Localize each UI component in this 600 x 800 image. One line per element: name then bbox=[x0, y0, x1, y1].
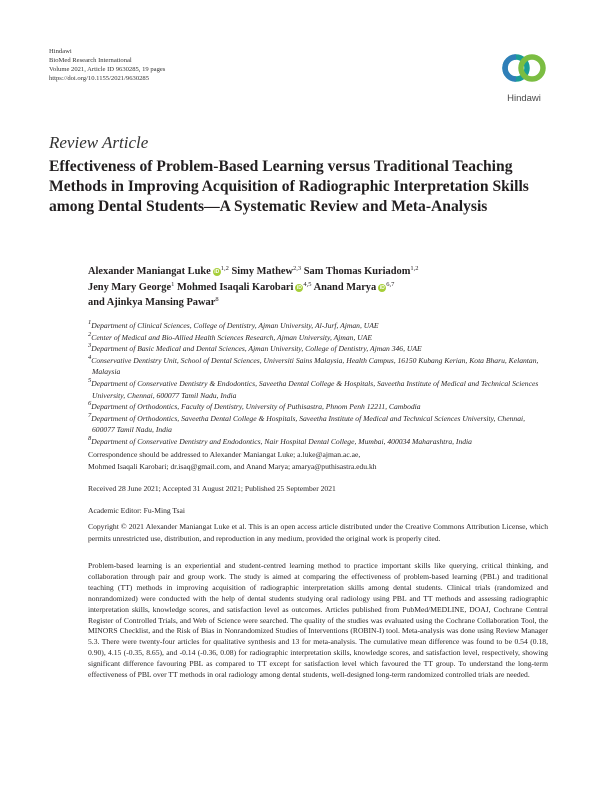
academic-editor: Academic Editor: Fu-Ming Tsai bbox=[88, 506, 185, 515]
author-affiliation-ref: 4,5 bbox=[303, 280, 312, 288]
affiliation-number: 3 bbox=[88, 342, 92, 350]
author-affiliation-ref: 1,2 bbox=[410, 265, 419, 272]
correspondence-line: Correspondence should be addressed to Alexander Maniangat Luke; a.luke@ajman.ac.ae, bbox=[88, 450, 361, 459]
journal-name: BioMed Research International bbox=[49, 57, 132, 64]
orcid-icon[interactable]: iD bbox=[214, 269, 220, 275]
author-name[interactable]: Jeny Mary George bbox=[88, 281, 172, 293]
affiliation-number: 5 bbox=[88, 376, 92, 384]
author-name[interactable]: Sam Thomas Kuriadom bbox=[303, 266, 411, 277]
affiliation-item bbox=[88, 413, 548, 436]
affiliation-number: 7 bbox=[88, 411, 92, 419]
volume-line: Volume 2021, Article ID 9630285, 19 pages bbox=[49, 66, 166, 73]
author-name[interactable]: Ajinkya Mansing Pawar bbox=[106, 297, 216, 308]
correspondence bbox=[88, 449, 548, 472]
hindawi-logo-icon bbox=[494, 47, 554, 93]
affiliation-number: 4 bbox=[88, 353, 92, 361]
author-list bbox=[88, 264, 508, 311]
doi-link[interactable]: https://doi.org/10.1155/2021/9630285 bbox=[49, 75, 150, 82]
author-affiliation-ref: 8 bbox=[215, 296, 219, 303]
journal-meta bbox=[49, 47, 165, 83]
author-affiliation-ref: 1,2 bbox=[220, 265, 229, 272]
author-name[interactable]: Anand Marya bbox=[313, 281, 377, 293]
affiliation-item bbox=[88, 343, 548, 355]
affiliation-item bbox=[88, 355, 548, 378]
affiliation-item bbox=[88, 320, 548, 332]
copyright-notice: Copyright © 2021 Alexander Maniangat Luke et al. This is an open access article distributed under the Creative Commons Attribution License, which permits unrestricted use, distribution, and reproduction in any medium, provided the original work is properly cited. bbox=[88, 522, 548, 543]
affiliation-item bbox=[88, 436, 548, 448]
affiliation-item bbox=[88, 332, 548, 344]
abstract: Problem-based learning is an experiential and student-centred learning method to practice important skills like querying, critical thinking, and collaboration through pair and group work. The study is aimed at comparing the effectiveness of problem-based learning (PBL) and traditional teaching (TT) methods in improving acquisition of radiographic interpretation skills among dental students. Clinical trials (randomized and nonrandomized) were conducted with the help of dental students studying oral radiology using PBL and TT methods and assessing radiographic interpretation skills, knowledge scores, and satisfaction level as outcomes. Articles published from PubMed/MEDLINE, DOAJ, Cochrane Central Register of Controlled Trials, and Web of Science were searched. The quality of the studies was evaluated using the Cochrane Collaboration Tool, the MINORS Checklist, and the Risk of Bias in Nonrandomized Studies of Interventions (ROBIN-I) tool. Meta-analysis was done using Review Manager 5.3. There were twenty-four articles for qualitative synthesis and 13 for meta-analysis. The cumulative mean difference was found to be 0.54 (0.18, 0.90), 4.15 (-0.35, 8.65), and -0.14 (-0.36, 0.08) for radiographic interpretation skills, knowledge scores, and satisfaction level, respectively, showing significant difference favouring PBL as compared to TT except for satisfaction level which favoured the TT group. To understand the long-term effectiveness of PBL over TT methods in oral radiology among dental students, well-designed long-term randomized controlled trials are needed. bbox=[88, 561, 548, 680]
publisher-name: Hindawi bbox=[49, 48, 72, 55]
affiliation-item bbox=[88, 378, 548, 401]
paper-title: Effectiveness of Problem-Based Learning versus Traditional Teaching Methods in Improving Acquisition of Radiographic Interpretation Skills among Dental Students—A Systematic Review and Meta-Analysis bbox=[49, 158, 529, 215]
affiliation-text: Department of Conservative Dentistry & Endodontics, Saveetha Dental College & Hospitals, Saveetha Institute of Medical and Technical Sciences University, Chennai, 600077 Tamil Nadu, India bbox=[91, 378, 539, 400]
affiliation-text: Department of Basic Medical and Dental Sciences, Ajman University, College of Dentistry, Ajman 346, UAE bbox=[91, 344, 422, 354]
publication-dates: Received 28 June 2021; Accepted 31 August 2021; Published 25 September 2021 bbox=[88, 484, 336, 493]
affiliation-text: Center of Medical and Bio-Allied Health Sciences Research, Ajman University, Ajman, UAE bbox=[91, 332, 373, 342]
hindawi-logo bbox=[494, 47, 554, 105]
affiliation-number: 6 bbox=[88, 400, 92, 408]
author-affiliation-ref: 1 bbox=[171, 280, 175, 288]
orcid-icon[interactable]: iD bbox=[379, 284, 385, 291]
affiliation-text: Department of Orthodontics, Faculty of Dentistry, University of Puthisastra, Phnom Penh 12211, Cambodia bbox=[91, 402, 421, 412]
affiliation-number: 2 bbox=[88, 330, 92, 338]
author-affiliation-ref: 6,7 bbox=[386, 280, 395, 288]
correspondence-line: Mohmed Isaqali Karobari; dr.isaq@gmail.com, and Anand Marya; amarya@puthisastra.edu.kh bbox=[88, 461, 377, 471]
affiliation-item bbox=[88, 401, 548, 413]
author-affiliation-ref: 2,3 bbox=[293, 265, 302, 272]
article-type: Review Article bbox=[49, 133, 149, 152]
affiliation-text: Department of Conservative Dentistry and Endodontics, Nair Hospital Dental College, Mumbai, 400034 Maharashtra, India bbox=[91, 436, 472, 446]
affiliation-number: 8 bbox=[88, 434, 92, 442]
affiliation-list bbox=[88, 320, 548, 448]
author-connector: and bbox=[88, 297, 107, 308]
affiliation-text: Department of Orthodontics, Saveetha Dental College & Hospitals, Saveetha Institute of Medical and Technical Sciences University, Chennai, 600077 Tamil Nadu, India bbox=[91, 413, 526, 435]
affiliation-text: Conservative Dentistry Unit, School of Dental Sciences, Universiti Sains Malaysia, Health Campus, 16150 Kubang Kerian, Kota Bharu, Kelantan, Malaysia bbox=[91, 355, 539, 377]
author-name[interactable]: Simy Mathew bbox=[231, 266, 293, 277]
author-name[interactable]: Alexander Maniangat Luke bbox=[88, 266, 211, 277]
affiliation-text: Department of Clinical Sciences, College of Dentistry, Ajman University, Al-Jurf, Ajman, UAE bbox=[91, 321, 379, 330]
affiliation-number: 1 bbox=[88, 319, 92, 326]
logo-wordmark: Hindawi bbox=[507, 93, 541, 104]
author-name[interactable]: Mohmed Isaqali Karobari bbox=[176, 281, 294, 293]
orcid-icon[interactable]: iD bbox=[296, 284, 302, 291]
